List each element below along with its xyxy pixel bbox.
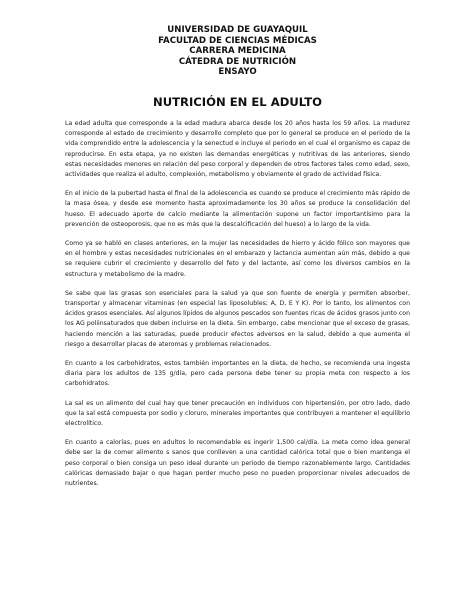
paragraph-adult-age: La edad adulta que corresponde a la edad madura abarca desde los 20 años hasta los 59 años. La madurez corresponde al estado de crecimiento y desarrollo completo que por lo general se produce en el periodo de la vida comprendido entre la adolescencia y la senectud e incluye el periodo en el cual el organismo es capaz de reproducirse. En esta etapa, ya no existen las demandas energéticas y nutritivas de las anteriores, siendo estas necesidades menores en relación del peso corporal y dependen de otros factores tales como edad, sexo, actividades que realiza el adulto, complexión, metabolismo y obviamente el grado de actividad física.	[65, 119, 410, 178]
document-page	[65, 25, 410, 498]
paragraph-salt: La sal es un alimento del cual hay que tener precaución en individuos con hipertensión, por otro lado, dado que la sal está compuesta por sodio y cloruro, minerales importantes que contribuyen a mantener el equilibrio electrolítico.	[65, 399, 410, 428]
document-header	[65, 25, 410, 78]
document-title: NUTRICIÓN EN EL ADULTO	[153, 94, 322, 109]
document-type: ENSAYO	[218, 67, 257, 78]
paragraph-carbohydrates: En cuanto a los carbohidratos, estos también importantes en la dieta, de hecho, se recomienda una ingesta diaria para los adultos de 135 g/día, pero cada persona debe tener su propia meta con respecto a los carbohidratos.	[65, 360, 410, 388]
paragraph-iron-folic-acid: Como ya se habló en clases anteriores, en la mujer las necesidades de hierro y ácido fólico son mayores que en el hombre y estas necesidades nutricionales en el embarazo y lactancia aumentan aún más, debido a que se requiere cubrir el crecimiento y desarrollo del feto y del lactante, así como los diversos cambios en la estructura y metabolismo de la madre.	[65, 240, 410, 278]
paragraph-fats: Se sabe que las grasas son esenciales para la salud ya que son fuente de energía y permiten absorber, transportar y almacenar vitaminas (en especial las liposolubles; A, D, E Y K). Por lo tanto, los alimentos con ácidos grasos esenciales. Así algunos lípidos de algunos pescados son fuentes ricas de ácidos grasos junto con los AG poliinsaturados que deben incluirse en la dieta. Sin embargo, cabe mencionar que el exceso de grasas, haciendo mención a las saturadas, puede producir efectos adversos en la salud, debido a que aumenta el riesgo a desarrollar placas de ateromas y problemas relacionados.	[65, 289, 410, 348]
paragraph-bone-mass: En el inicio de la pubertad hasta el final de la adolescencia es cuando se produce el crecimiento más rápido de la masa ósea, y desde ese momento hasta aproximadamente los 30 años se produce la consolidación del hueso. El adecuado aporte de calcio mediante la alimentación supone un factor importantísimo para la prevención de osteoporosis, que no es más que la descalcificación del hueso) a lo largo de la vida.	[65, 190, 410, 228]
paragraph-calories: En cuanto a calorías, pues en adultos lo recomendable es ingerir 1,500 cal/día. La meta como idea general debe ser la de comer alimento s sanos que conlleven a una cantidad calórica total que o bien mantenga el peso corporal o bien consiga un peso ideal durante un periodo de tiempo razonablemente largo. Cantidades calóricas demasiado bajar o que hagan perder mucho peso no pueden proporcionar niveles adecuados de nutrientes.	[65, 439, 410, 488]
chair-name: CÁTEDRA DE NUTRICIÓN	[178, 56, 297, 67]
faculty-name: FACULTAD DE CIENCIAS MÉDICAS	[158, 35, 317, 46]
university-name: UNIVERSIDAD DE GUAYAQUIL	[167, 25, 308, 35]
career-name: CARRERA MEDICINA	[189, 46, 286, 57]
